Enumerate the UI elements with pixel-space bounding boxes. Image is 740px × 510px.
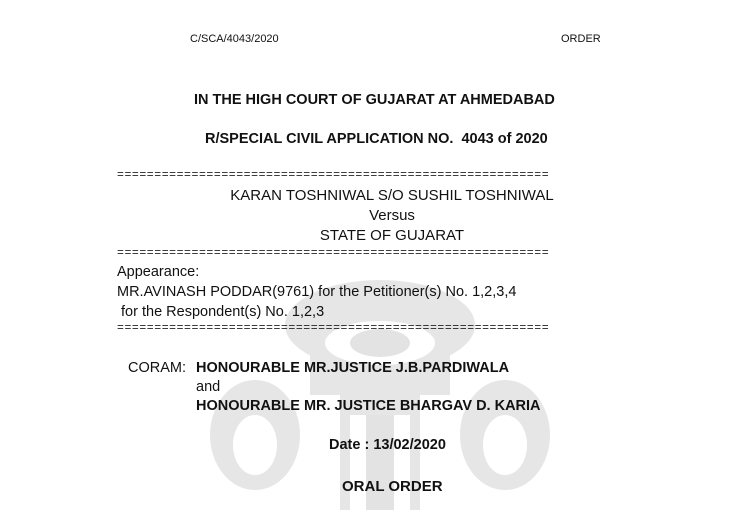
coram-and: and — [196, 379, 221, 395]
separator-line: ========================================================== — [117, 247, 550, 260]
appearance-label: Appearance: — [117, 264, 200, 280]
petitioner-name: KARAN TOSHNIWAL S/O SUSHIL TOSHNIWAL — [230, 187, 554, 204]
separator-line: ========================================================== — [117, 322, 550, 335]
coram-label: CORAM: — [128, 360, 186, 376]
document-type: ORDER — [561, 33, 601, 45]
respondent-name: STATE OF GUJARAT — [319, 227, 465, 244]
order-title: ORAL ORDER — [342, 478, 443, 495]
separator-line: ========================================================== — [117, 169, 550, 182]
versus-label: Versus — [369, 207, 415, 224]
judge-name-2: HONOURABLE MR. JUSTICE BHARGAV D. KARIA — [196, 398, 541, 414]
application-number: R/SPECIAL CIVIL APPLICATION NO. 4043 of 2020 — [205, 131, 548, 147]
order-date: Date : 13/02/2020 — [329, 437, 446, 453]
appearance-respondent: for the Respondent(s) No. 1,2,3 — [117, 304, 325, 320]
case-reference: C/SCA/4043/2020 — [190, 33, 279, 45]
court-name: IN THE HIGH COURT OF GUJARAT AT AHMEDABAD — [194, 92, 555, 108]
judge-name-1: HONOURABLE MR.JUSTICE J.B.PARDIWALA — [196, 360, 510, 376]
appearance-petitioner: MR.AVINASH PODDAR(9761) for the Petitioner(s) No. 1,2,3,4 — [117, 284, 517, 300]
court-emblem-watermark — [190, 265, 570, 510]
